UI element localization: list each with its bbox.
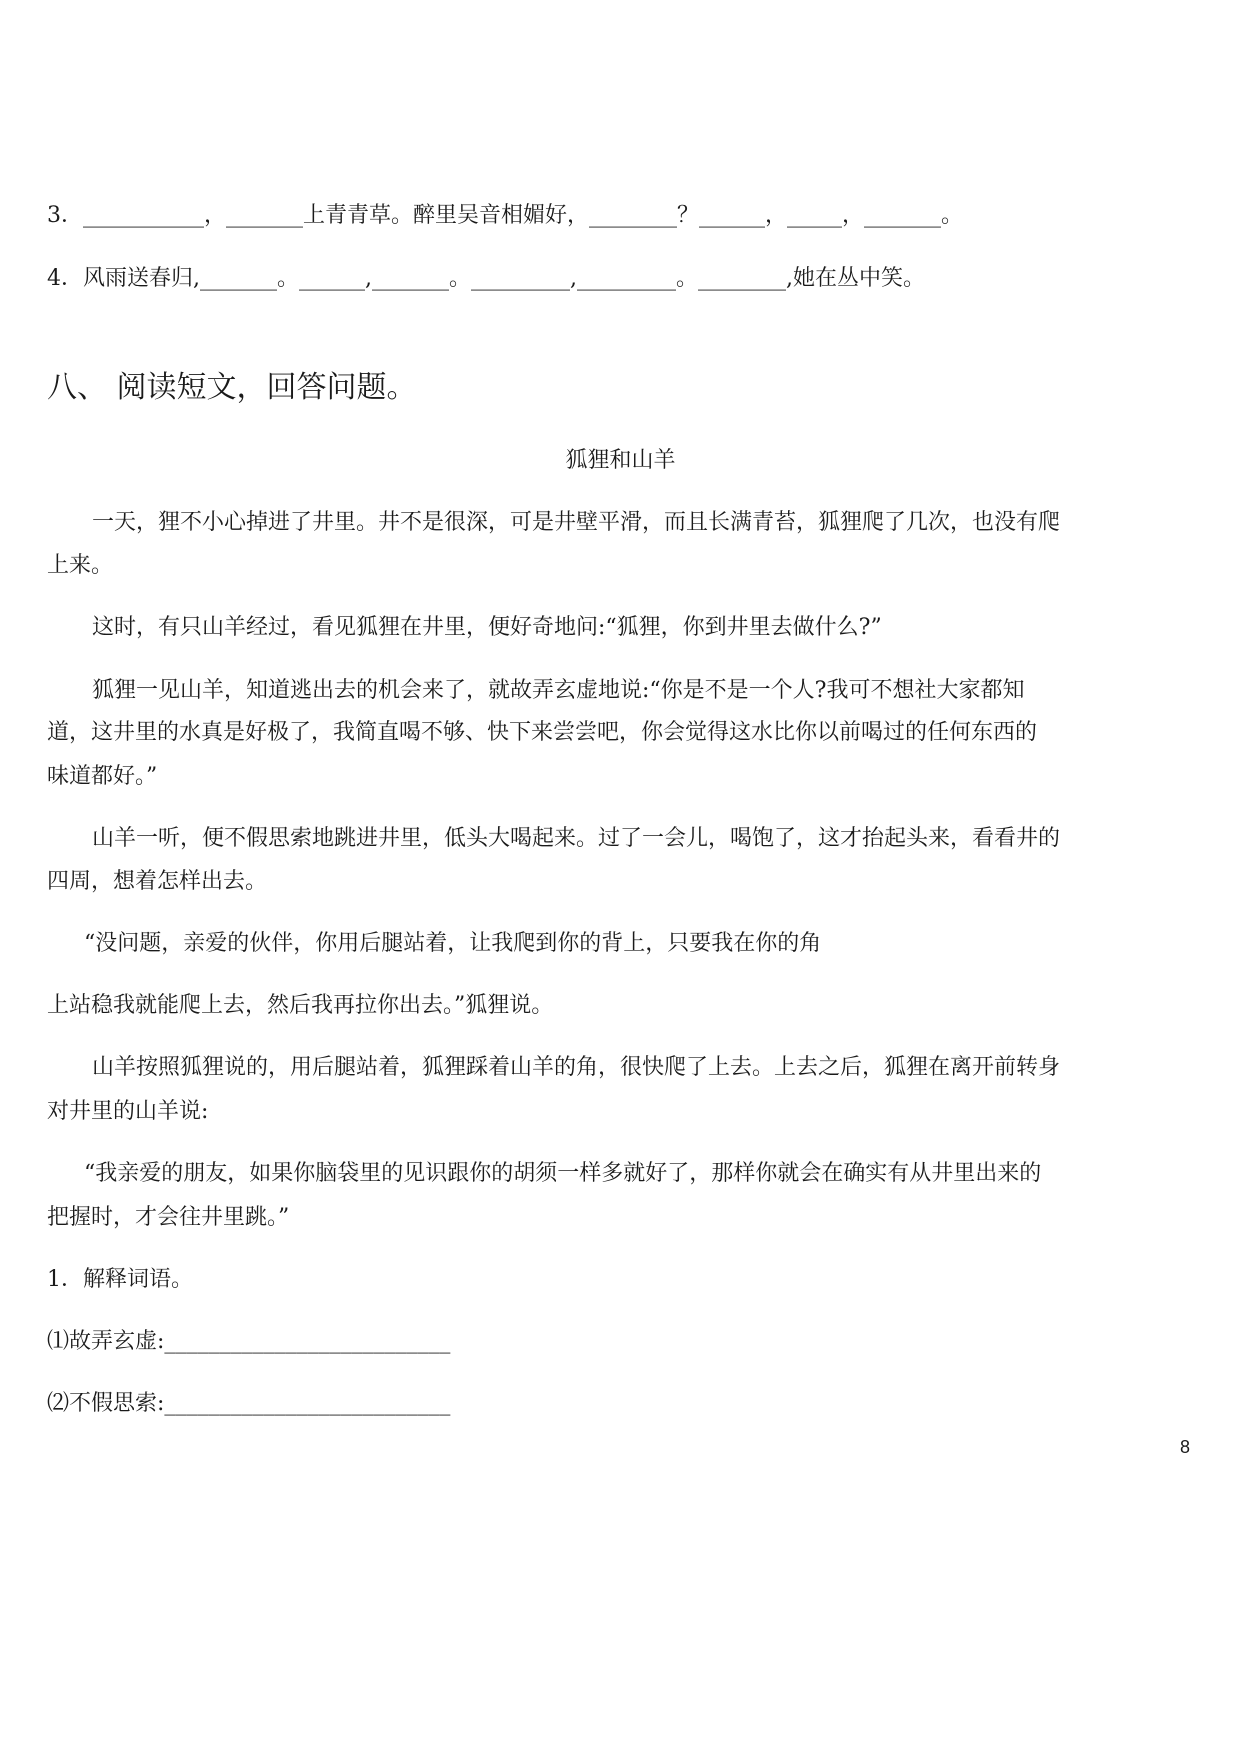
paragraph-5-line-1: “没问题，亲爱的伙伴，你用后腿站着，让我爬到你的背上，只要我在你的角 — [84, 931, 822, 956]
question-1-item-2: ⑵不假思索:__________________________ — [47, 1391, 451, 1416]
page-number: 8 — [1180, 1437, 1191, 1457]
paragraph-3-line-2: 道，这井里的水真是好极了，我简直喝不够、快下来尝尝吧，你会觉得这水比你以前喝过的任何东西的 — [47, 720, 1038, 745]
paragraph-6-line-2: 对井里的山羊说: — [47, 1099, 209, 1124]
paragraph-6-line-1: 山羊按照狐狸说的，用后腿站着，狐狸踩着山羊的角，很快爬了上去。上去之后，狐狸在离开前转身 — [92, 1055, 1061, 1080]
fill-in-question-4: 4．风雨送春归,_______。______,_______。_________,_________。________,她在丛中笑。 — [47, 266, 925, 291]
paragraph-3-line-1: 狐狸一见山羊，知道逃出去的机会来了，就故弄玄虚地说:“你是不是一个人?我可不想社大家都知 — [92, 678, 1025, 703]
paragraph-3-line-3: 味道都好。” — [47, 764, 158, 789]
fill-in-question-3: 3．___________，_______上青青草。醉里吴音相媚好，________？______，_____，_______。 — [47, 203, 963, 228]
section-heading: 八、 阅读短文，回答问题。 — [47, 370, 417, 405]
paragraph-2-line-1: 这时，有只山羊经过，看见狐狸在井里，便好奇地问:“狐狸，你到井里去做什么?” — [92, 615, 882, 640]
paragraph-7-line-1: “我亲爱的朋友，如果你脑袋里的见识跟你的胡须一样多就好了，那样你就会在确实有从井里出来的 — [84, 1161, 1042, 1186]
paragraph-1-line-1: 一天，狸不小心掉进了井里。井不是很深，可是井壁平滑，而且长满青苔，狐狸爬了几次，也没有爬 — [92, 510, 1061, 535]
story-title: 狐狸和山羊 — [565, 448, 676, 473]
paragraph-1-line-2: 上来。 — [47, 553, 114, 578]
paragraph-7-line-2: 把握时，才会往井里跳。” — [47, 1205, 290, 1230]
question-1-item-1: ⑴故弄玄虚:__________________________ — [47, 1329, 451, 1354]
question-1: 1．解释词语。 — [47, 1267, 193, 1292]
paragraph-4-line-1: 山羊一听，便不假思索地跳进井里，低头大喝起来。过了一会儿，喝饱了，这才抬起头来，看看井的 — [92, 826, 1061, 851]
paragraph-4-line-2: 四周，想着怎样出去。 — [47, 869, 268, 894]
paragraph-5-line-2: 上站稳我就能爬上去，然后我再拉你出去。”狐狸说。 — [47, 993, 554, 1018]
